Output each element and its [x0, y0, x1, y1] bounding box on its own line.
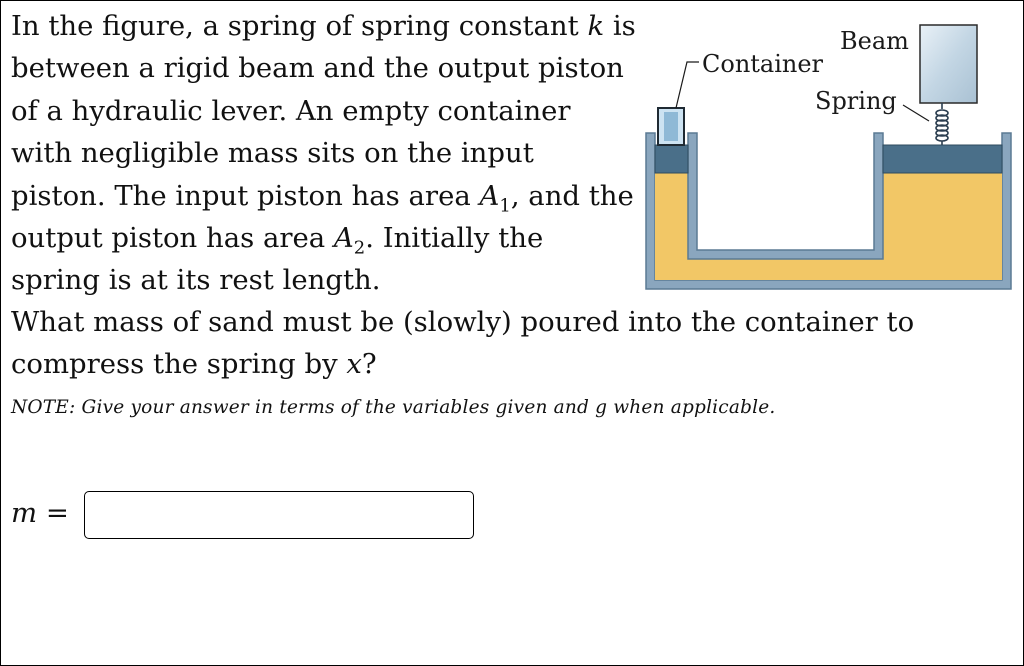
question-text-2: ?	[361, 348, 377, 381]
beam-label: Beam	[840, 27, 909, 55]
vessel-inner-wall	[688, 133, 883, 259]
input-piston	[655, 145, 688, 173]
sub-1: 1	[499, 195, 511, 217]
hydraulic-fluid	[655, 173, 1002, 280]
var-a1: A	[479, 179, 500, 212]
answer-input[interactable]	[84, 491, 474, 539]
var-x: x	[346, 348, 362, 381]
var-k: k	[587, 10, 605, 42]
sub-2: 2	[353, 237, 366, 259]
container-label: Container	[702, 50, 824, 78]
intro-text-3: , and the output piston has area	[11, 179, 634, 255]
var-m: m	[11, 497, 38, 529]
problem-statement	[11, 5, 636, 302]
spring-leader-line	[903, 105, 929, 121]
answer-label	[11, 497, 69, 529]
equals-sign: =	[37, 497, 69, 529]
intro-text-2: is between a rigid beam and the output piston of a hydraulic lever. An empty container with negligible mass sits on the input piston. The input piston has area	[11, 10, 636, 212]
beam-icon	[920, 25, 977, 103]
question-text-1: What mass of sand must be (slowly) poured into the container to compress the spring by	[11, 306, 915, 381]
output-piston	[883, 145, 1002, 173]
note-text: NOTE: Give your answer in terms of the variables given and g when applicable.	[11, 397, 776, 418]
answer-row	[11, 489, 491, 543]
var-a2: A	[333, 222, 354, 255]
intro-text-1: In the figure, a spring of spring constant	[11, 10, 588, 42]
intro-text-4: . Initially the spring is at its rest length.	[11, 222, 544, 297]
container-icon	[658, 108, 684, 145]
hydraulic-lever-figure	[641, 15, 1021, 297]
spring-icon	[936, 103, 948, 145]
question-text	[11, 301, 1001, 386]
container-leader-line	[676, 62, 699, 108]
spring-label: Spring	[815, 87, 897, 115]
